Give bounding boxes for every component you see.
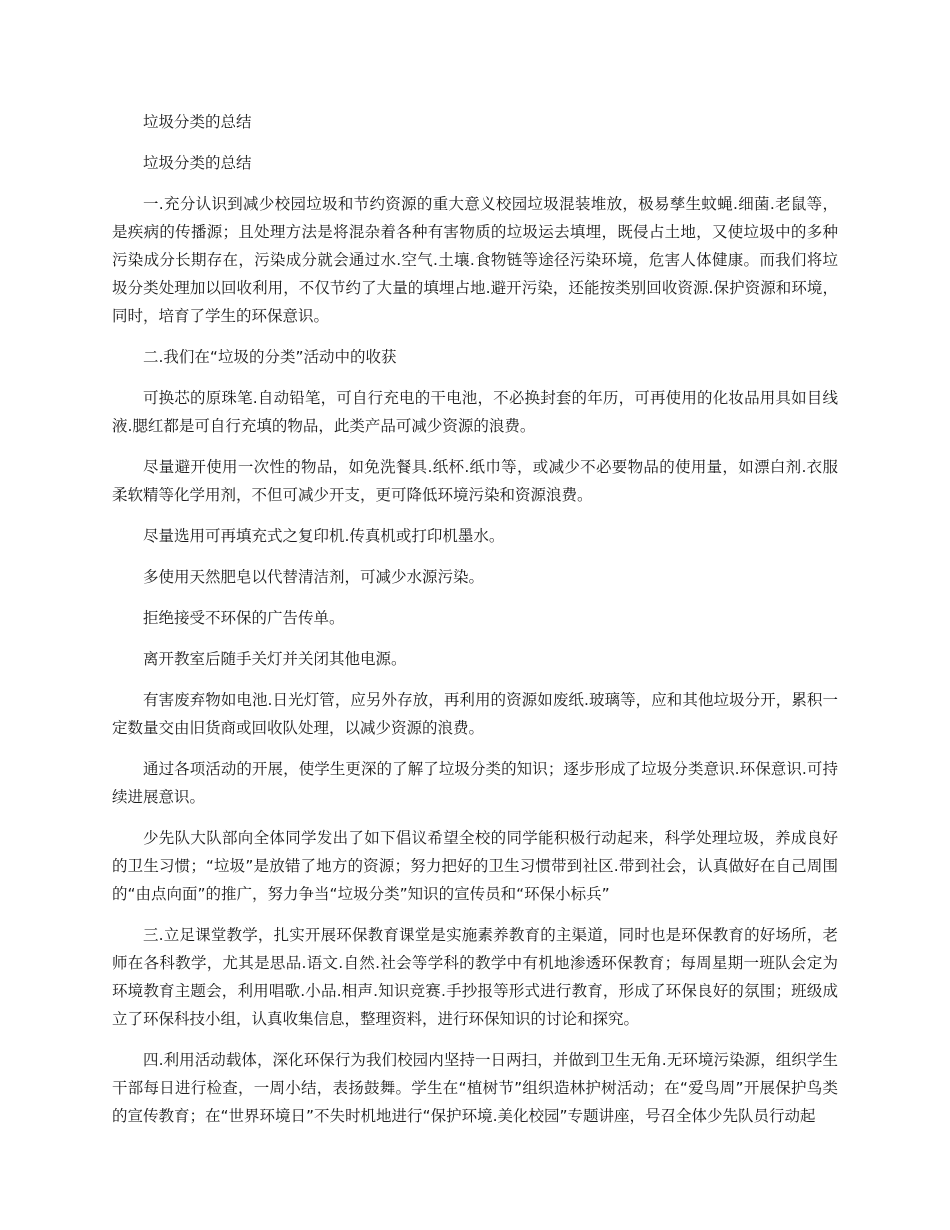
paragraph-intro: 一.充分认识到减少校园垃圾和节约资源的重大意义校园垃圾混装堆放，极易孳生蚊蝇.细菌.老鼠等，是疾病的传播源；且处理方法是将混杂着各种有害物质的垃圾运去填埋，既侵占土地，又使垃圾中的多种污染成分长期存在，污染成分就会通过水.空气.土壤.食物链等途径污染环境，危害人体健康。而我们将垃圾分类处理加以回收利用，不仅节约了大量的填埋占地.避开污染，还能按类别回收资源.保护资源和环境，同时，培育了学生的环保意识。	[112, 195, 838, 325]
document-subtitle: 垃圾分类的总结	[143, 154, 252, 172]
paragraph-refillable-products: 可换芯的原珠笔.自动铅笔，可自行充电的干电池，不必换封套的年历，可再使用的化妆品用具如目线液.腮红都是可自行充填的物品，此类产品可减少资源的浪费。	[112, 389, 838, 435]
paragraph-classroom-teaching: 三.立足课堂教学，扎实开展环保教育课堂是实施素养教育的主渠道，同时也是环保教育的好场所，老师在各科教学，尤其是思品.语文.自然.社会等学科的教学中有机地渗透环保教育；每周星期一班队会定为环境教育主题会，利用唱歌.小品.相声.知识竞赛.手抄报等形式进行教育，形成了环保良好的氛围；班级成立了环保科技小组，认真收集信息，整理资料，进行环保知识的讨论和探究。	[112, 926, 838, 1028]
paragraph-hazardous-waste: 有害废弃物如电池.日光灯管，应另外存放，再利用的资源如废纸.玻璃等，应和其他垃圾分开，累积一定数量交由旧货商或回收队处理，以减少资源的浪费。	[112, 691, 838, 737]
document-body	[112, 108, 838, 1143]
paragraph-initiative: 少先队大队部向全体同学发出了如下倡议希望全校的同学能积极行动起来，科学处理垃圾，养成良好的卫生习惯；“垃圾”是放错了地方的资源；努力把好的卫生习惯带到社区.带到社会，认真做好在自己周围的“由点向面”的推广，努力争当“垃圾分类”知识的宣传员和“环保小标兵”	[112, 829, 838, 903]
document-title: 垃圾分类的总结	[143, 113, 252, 131]
paragraph-activity-carrier: 四.利用活动载体，深化环保行为我们校园内坚持一日两扫，并做到卫生无角.无环境污染源，组织学生干部每日进行检查，一周小结，表扬鼓舞。学生在“植树节”组织造林护树活动；在“爱鸟周”开展保护鸟类的宣传教育；在“世界环境日”不失时机地进行“保护环境.美化校园”专题讲座，号召全体少先队员行动起	[112, 1051, 838, 1125]
paragraph-activity-results: 通过各项活动的开展，使学生更深的了解了垃圾分类的知识；逐步形成了垃圾分类意识.环保意识.可持续进展意识。	[112, 760, 838, 806]
section-heading-harvest: 二.我们在“垃圾的分类”活动中的收获	[143, 348, 397, 366]
paragraph-refill-ink: 尽量选用可再填充式之复印机.传真机或打印机墨水。	[143, 527, 505, 545]
paragraph-turn-off-lights: 离开教室后随手关灯并关闭其他电源。	[143, 650, 407, 668]
paragraph-reject-flyers: 拒绝接受不环保的广告传单。	[143, 609, 345, 627]
paragraph-natural-soap: 多使用天然肥皂以代替清洁剂，可减少水源污染。	[143, 568, 485, 586]
paragraph-avoid-disposables: 尽量避开使用一次性的物品，如免洗餐具.纸杯.纸巾等，或减少不必要物品的使用量，如漂白剂.衣服柔软精等化学用剂，不但可减少开支，更可降低环境污染和资源浪费。	[112, 458, 838, 504]
